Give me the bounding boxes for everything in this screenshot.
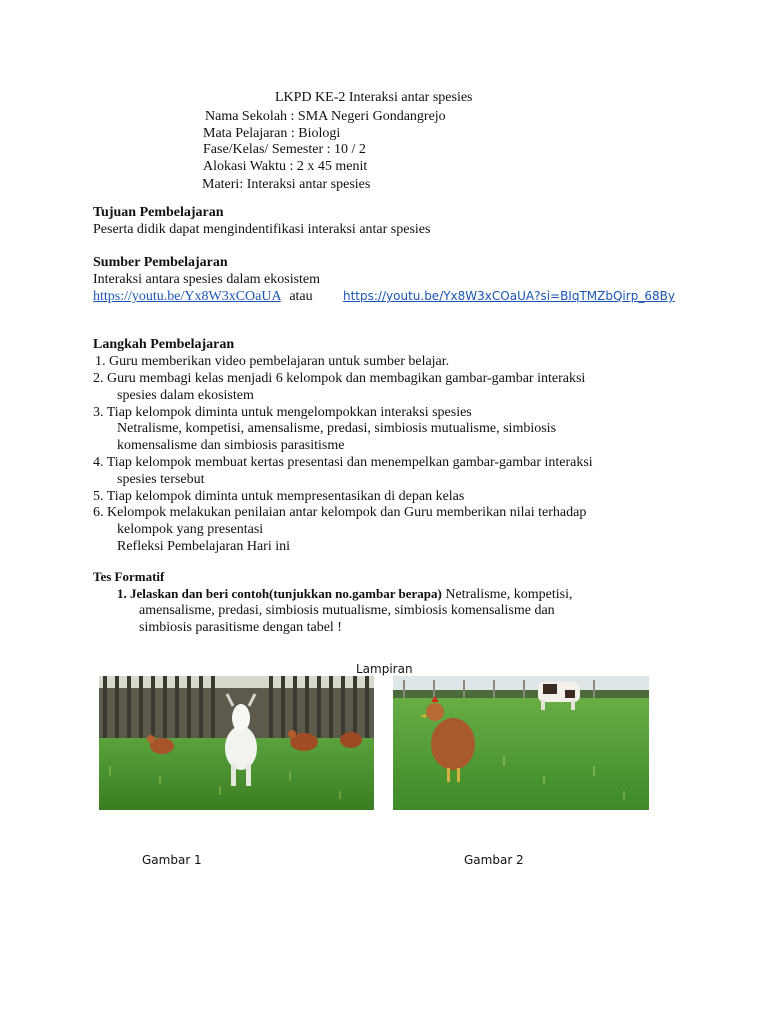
tes-question-1-rest: Netralisme, kompetisi, [441, 587, 573, 602]
tes-heading: Tes Formatif [93, 569, 165, 584]
langkah-step-2: 2. Guru membagi kelas menjadi 6 kelompok dan membagikan gambar-gambar interaksi [93, 371, 586, 386]
langkah-step-3-cont: Netralisme, kompetisi, amensalisme, predasi, simbiosis mutualisme, simbiosis [117, 421, 557, 436]
tes-question-1 [117, 585, 572, 603]
langkah-step-5: 5. Tiap kelompok diminta untuk mempresentasikan di depan kelas [93, 489, 465, 504]
caption-gambar-1: Gambar 1 [142, 853, 202, 867]
photo-chicken-cow [393, 676, 649, 810]
langkah-step-6: 6. Kelompok melakukan penilaian antar kelompok dan Guru memberikan nilai terhadap [93, 505, 587, 520]
sumber-links-line [93, 288, 313, 305]
school-name: Nama Sekolah : SMA Negeri Gondangrejo [205, 109, 446, 124]
langkah-step-6-cont: kelompok yang presentasi [117, 522, 264, 537]
material: Materi: Interaksi antar spesies [202, 177, 371, 192]
langkah-step-3-cont2: komensalisme dan simbiosis parasitisme [117, 438, 345, 453]
tes-question-1-line2: amensalisme, predasi, simbiosis mutualisme, simbiosis komensalisme dan [139, 603, 555, 618]
sumber-heading: Sumber Pembelajaran [93, 255, 228, 270]
youtube-link-2[interactable]: https://youtu.be/Yx8W3xCOaUA?si=BIqTMZbQirp_68By [343, 289, 675, 303]
subject: Mata Pelajaran : Biologi [203, 126, 341, 141]
langkah-step-1: 1. Guru memberikan video pembelajaran untuk sumber belajar. [95, 354, 450, 369]
document-title: LKPD KE-2 Interaksi antar spesies [275, 90, 473, 105]
langkah-step-2-cont: spesies dalam ekosistem [117, 388, 254, 403]
youtube-link-1[interactable]: https://youtu.be/Yx8W3xCOaUA [93, 289, 281, 304]
link-separator: atau [289, 289, 313, 304]
langkah-step-3: 3. Tiap kelompok diminta untuk mengelompokkan interaksi spesies [93, 405, 472, 420]
tes-question-1-line3: simbiosis parasitisme dengan tabel ! [139, 620, 342, 635]
sumber-text: Interaksi antara spesies dalam ekosistem [93, 272, 321, 287]
tujuan-heading: Tujuan Pembelajaran [93, 205, 224, 220]
langkah-heading: Langkah Pembelajaran [93, 337, 235, 352]
langkah-step-4: 4. Tiap kelompok membuat kertas presentasi dan menempelkan gambar-gambar interaksi [93, 455, 593, 470]
photo-chicken-cow-image [393, 676, 649, 810]
photo-goat-chickens-image [99, 676, 374, 810]
lampiran-title: Lampiran [356, 662, 413, 676]
tes-question-1-bold: 1. Jelaskan dan beri contoh(tunjukkan no.gambar berapa) [117, 586, 442, 601]
caption-gambar-2: Gambar 2 [464, 853, 524, 867]
photo-goat-chickens [99, 676, 374, 810]
tujuan-text: Peserta didik dapat mengindentifikasi interaksi antar spesies [93, 222, 431, 237]
phase-class-semester: Fase/Kelas/ Semester : 10 / 2 [203, 142, 366, 157]
time-allocation: Alokasi Waktu : 2 x 45 menit [203, 159, 368, 174]
langkah-step-4-cont: spesies tersebut [117, 472, 205, 487]
langkah-reflection: Refleksi Pembelajaran Hari ini [117, 539, 290, 554]
